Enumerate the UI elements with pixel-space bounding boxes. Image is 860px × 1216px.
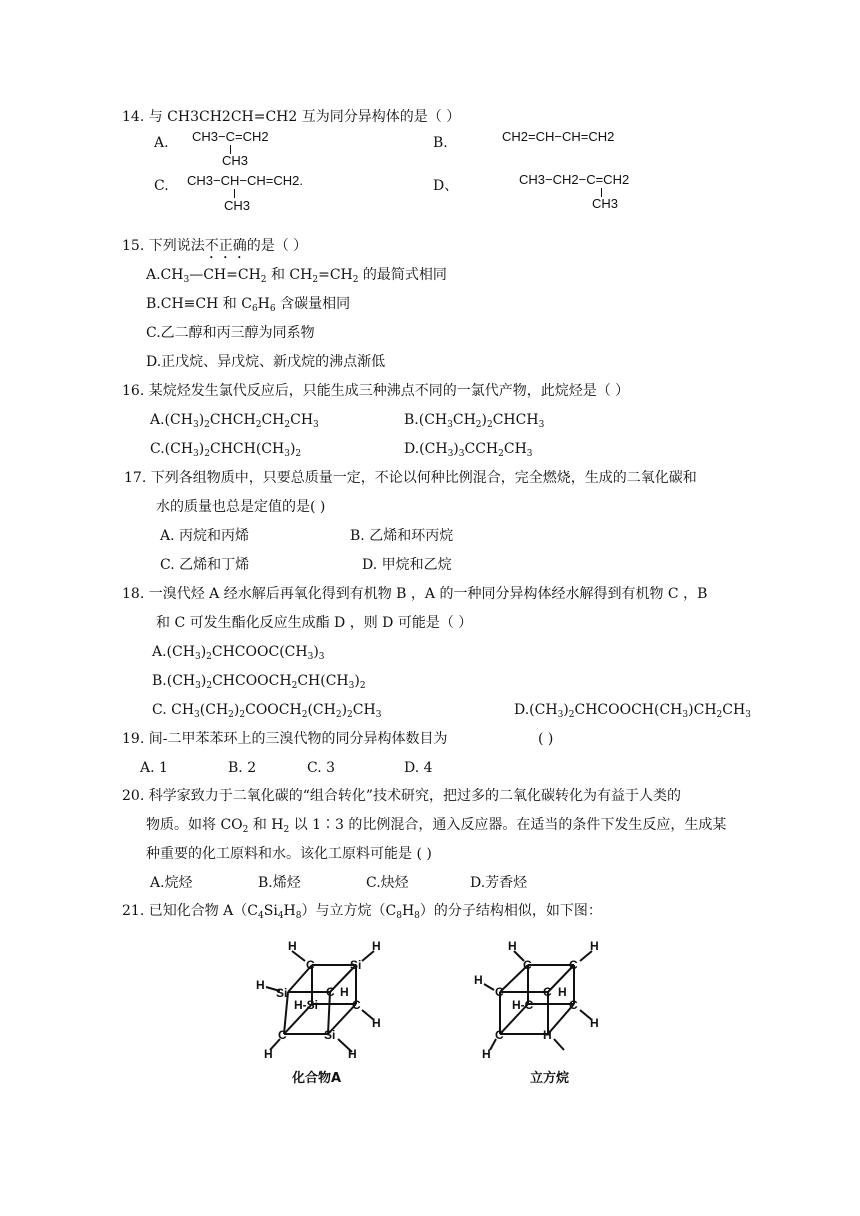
atom-h-c: H-C xyxy=(512,998,534,1012)
q14-option-c-structure: CH3−CH−CH=CH2. xyxy=(187,173,303,188)
atom-h-si: H-Si xyxy=(294,998,318,1012)
q20-option-c: C.炔烃 xyxy=(366,875,409,891)
q19-option-d: D. 4 xyxy=(404,760,433,776)
q17-stem-line1: 17. 下列各组物质中，只要总质量一定，不论以何种比例混合，完全燃烧，生成的二氧化碳和 xyxy=(124,470,697,486)
atom-h: H xyxy=(348,1047,357,1061)
atom-h: H xyxy=(558,985,567,999)
q14-stem: 14. 与 CH3CH2CH=CH2 互为同分异构体的是（ ） xyxy=(122,109,461,125)
atom-h: H xyxy=(288,939,297,953)
atom-h: H xyxy=(474,973,483,987)
q19-option-c: C. 3 xyxy=(307,760,336,776)
atom-c: C xyxy=(523,958,532,972)
q15-stem-pre: 15. 下列说法 xyxy=(122,238,205,254)
cubane-caption: 立方烷 xyxy=(530,1071,570,1086)
atom-c: C xyxy=(569,998,578,1012)
atom-c: C xyxy=(495,1028,504,1042)
cubane-structure-diagram xyxy=(470,934,610,1064)
q16-option-b: $B.(CH_3CH_2)_2CHCH_3$ xyxy=(404,412,545,430)
compound-a-caption: 化合物A xyxy=(292,1071,342,1086)
q19-option-a: A. 1 xyxy=(140,760,168,776)
q18-option-c: C. $CH_3(CH_2)_2COOCH_2(CH_2)_2CH_3$ xyxy=(152,702,382,720)
q14-option-b-structure: CH2=CH−CH=CH2 xyxy=(502,129,615,144)
atom-c: C xyxy=(495,985,504,999)
atom-c: C xyxy=(306,958,315,972)
q18-stem-line2: 和 C 可发生酯化反应生成酯 D ，则 D 可能是（ ） xyxy=(156,615,473,631)
q14-option-c-label: C. xyxy=(154,178,169,194)
q17-option-a: A. 丙烷和丙烯 xyxy=(160,528,250,544)
q16-option-c: $C.(CH_3)_2CHCH(CH_3)_2$ xyxy=(150,441,302,459)
atom-c: C xyxy=(352,998,361,1012)
atom-si: Si xyxy=(276,986,288,1000)
q21-stem-post: ）的分子结构相似，如下图： xyxy=(419,903,602,919)
q20-stem-line1: 20. 科学家致力于二氧化碳的“组合转化”技术研究，把过多的二氧化碳转化为有益于人类的 xyxy=(122,788,682,804)
q18-stem-line1: 18. 一溴代烃 A 经水解后再氧化得到有机物 B ，A 的一种同分异构体经水解得到有机物 C ，B xyxy=(122,586,708,602)
q17-option-d: D. 甲烷和乙烷 xyxy=(362,557,452,573)
q14-option-d-label: D、 xyxy=(433,178,459,194)
compound-a-structure-diagram xyxy=(250,934,390,1064)
atom-h: H xyxy=(372,1016,381,1030)
atom-si: Si xyxy=(324,1028,336,1042)
atom-si: Si xyxy=(350,958,362,972)
q15-stem-post: 的是（ ） xyxy=(246,238,308,254)
atom-c: C xyxy=(569,958,578,972)
q15-option-c: C.乙二醇和丙三醇为同系物 xyxy=(146,325,315,341)
atom-c: C xyxy=(326,985,335,999)
q14-option-a-structure: CH3−C=CH2 xyxy=(192,129,269,144)
q19-option-b: B. 2 xyxy=(228,760,257,776)
q15-stem xyxy=(122,237,307,262)
q20-stem-line3: 种重要的化工原料和水。该化工原料可能是 ( ) xyxy=(146,846,432,862)
atom-h: H xyxy=(590,939,599,953)
q18-option-a: $A.(CH_3)_2CHCOOC(CH_3)_3$ xyxy=(152,644,325,662)
q14-option-c-branch: CH3 xyxy=(224,198,251,213)
q20-option-a: A.烷烃 xyxy=(150,875,193,891)
q16-stem: 16. 某烷烃发生氯代反应后，只能生成三种沸点不同的一氯代产物，此烷烃是（ ） xyxy=(122,383,630,399)
q17-option-b: B. 乙烯和环丙烷 xyxy=(350,528,454,544)
q17-stem-line2: 水的质量也总是定值的是( ) xyxy=(156,499,326,515)
atom-c: C xyxy=(543,985,552,999)
q15-option-a: $A.CH_3—CH=CH_2$ 和 $CH_2=CH_2$ 的最简式相同 xyxy=(146,267,447,285)
q14-option-d-structure: CH3−CH2−C=CH2 xyxy=(519,172,630,187)
q20-stem-line2: 物质。如将 $CO_2$ 和 $H_2$ 以 1∶3 的比例混合，通入反应器。在适当的条件下发生反应，生成某 xyxy=(146,817,727,835)
q16-option-a: $A.(CH_3)_2CHCH_2CH_2CH_3$ xyxy=(150,412,319,430)
q17-option-c: C. 乙烯和丁烯 xyxy=(160,557,250,573)
q18-option-d: $D.(CH_3)_2CHCOOCH(CH_3)CH_2CH_3$ xyxy=(514,702,751,720)
atom-c: H xyxy=(543,1028,552,1042)
atom-c: C xyxy=(278,1028,287,1042)
q15-stem-emphasis: 不正确 xyxy=(204,238,247,254)
q20-option-b: B.烯烃 xyxy=(258,875,301,891)
atom-h: H xyxy=(482,1047,491,1061)
q15-option-b: B.CH≡CH 和 $C_6H_6$ 含碳量相同 xyxy=(146,296,351,314)
q14-option-b-label: B. xyxy=(433,135,448,151)
q21-stem-pre: 21. 已知化合物 A（ xyxy=(122,903,248,919)
atom-h: H xyxy=(264,1047,273,1061)
atom-h: H xyxy=(508,939,517,953)
atom-h: H xyxy=(340,985,349,999)
q14-option-a-branch: CH3 xyxy=(222,153,249,168)
q21-stem: 21. 已知化合物 $A(C_4Si_4H_8)$与立方烷$(C_8H_8)$的分子结构相似，如下图： xyxy=(122,903,602,921)
q14-option-a-label: A. xyxy=(154,135,169,151)
q19-answer-paren: ( ) xyxy=(538,731,554,747)
atom-h: H xyxy=(590,1016,599,1030)
q14-option-d-branch: CH3 xyxy=(592,196,619,211)
q16-option-d: $D.(CH_3)_3CCH_2CH_3$ xyxy=(404,441,533,459)
q20-option-d: D.芳香烃 xyxy=(470,875,528,891)
q15-option-d: D.正戊烷、异戊烷、新戊烷的沸点渐低 xyxy=(146,354,386,370)
q19-stem: 19. 间-二甲苯苯环上的三溴代物的同分异构体数目为 xyxy=(122,731,448,747)
atom-h: H xyxy=(256,978,265,992)
q21-stem-mid: ）与立方烷（ xyxy=(301,903,386,919)
atom-h: H xyxy=(372,939,381,953)
q18-option-b: $B.(CH_3)_2CHCOOCH_2CH(CH_3)_2$ xyxy=(152,673,366,691)
